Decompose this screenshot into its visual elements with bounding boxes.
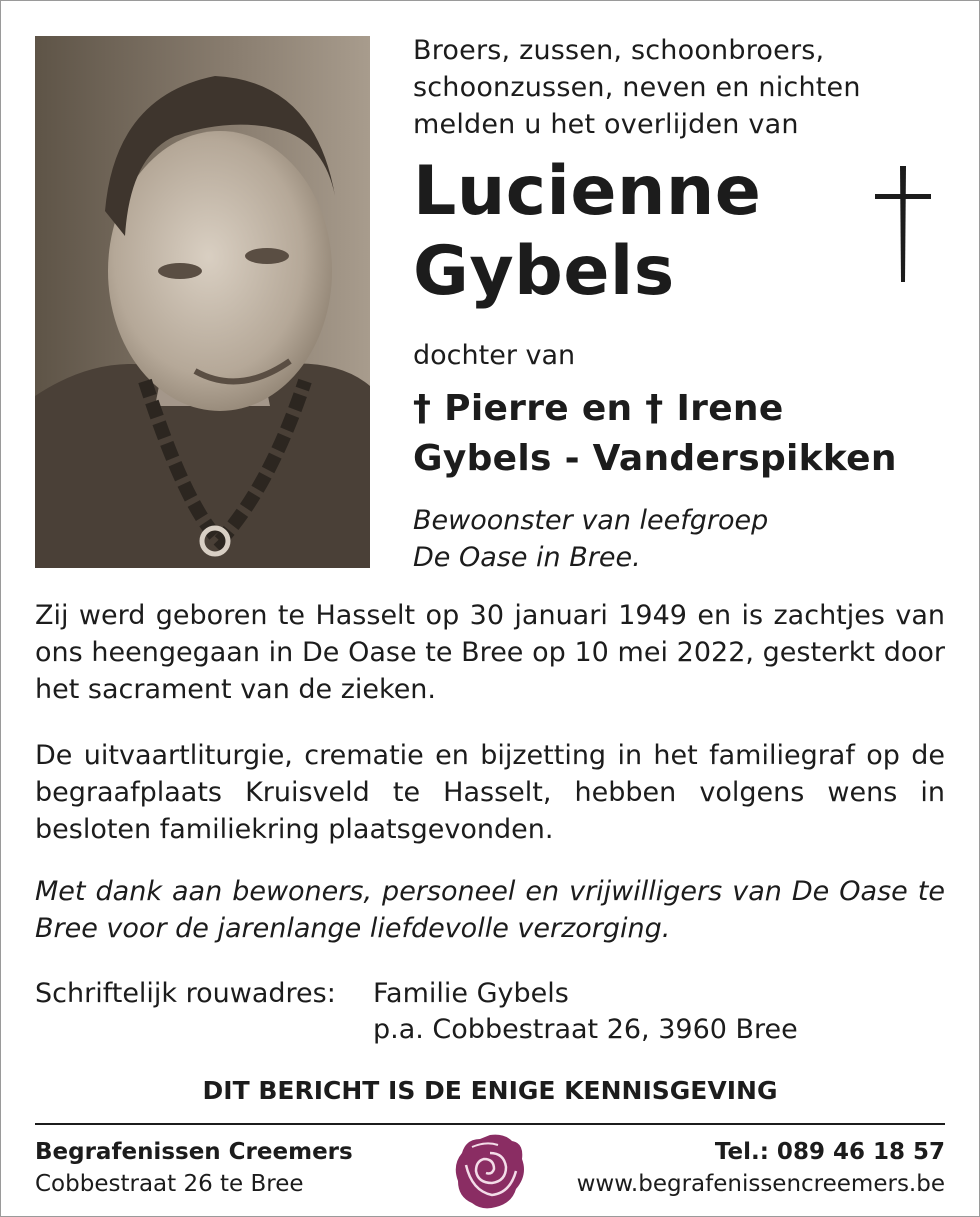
residence-text bbox=[413, 502, 768, 576]
footer-street: Cobbestraat 26 te Bree bbox=[35, 1171, 304, 1197]
thanks-paragraph: Met dank aan bewoners, personeel en vrijwilligers van De Oase te Bree voor de jarenlange liefdevolle verzorging. bbox=[35, 876, 945, 944]
parents-line: Gybels - Vanderspikken bbox=[413, 438, 897, 479]
birth-paragraph: Zij werd geboren te Hasselt op 30 januari 1949 en is zachtjes van ons heengegaan in De Oase te Bree op 10 mei 2022, gesterkt door het sacrament van de zieken. bbox=[35, 600, 945, 705]
last-name: Gybels bbox=[413, 232, 675, 311]
footer-divider bbox=[35, 1123, 945, 1125]
daughter-of-label: dochter van bbox=[413, 340, 576, 371]
condolence-address-street: p.a. Cobbestraat 26, 3960 Bree bbox=[373, 1014, 798, 1045]
footer-phone: Tel.: 089 46 18 57 bbox=[714, 1139, 945, 1165]
rose-logo-icon bbox=[452, 1131, 528, 1211]
condolence-address-label: Schriftelijk rouwadres: bbox=[35, 978, 336, 1009]
condolence-address-name: Familie Gybels bbox=[373, 978, 569, 1009]
notice-heading: DIT BERICHT IS DE ENIGE KENNISGEVING bbox=[202, 1076, 778, 1105]
parents-names bbox=[413, 384, 897, 484]
intro-line: melden u het overlijden van bbox=[413, 109, 799, 140]
funeral-paragraph: De uitvaartliturgie, crematie en bijzetting in het familiegraf op de begraafplaats Kruisveld te Hasselt, hebben volgens wens in besloten familiekring plaatsgevonden. bbox=[35, 740, 945, 845]
first-name: Lucienne bbox=[413, 152, 762, 231]
deceased-name bbox=[413, 152, 761, 312]
intro-line: Broers, zussen, schoonbroers, bbox=[413, 35, 825, 66]
intro-line: schoonzussen, neven en nichten bbox=[413, 72, 861, 103]
cross-icon bbox=[873, 164, 933, 282]
footer-website-link[interactable]: www.begrafenissencreemers.be bbox=[576, 1171, 945, 1197]
parents-line: † Pierre en † Irene bbox=[413, 388, 784, 429]
residence-line: Bewoonster van leefgroep bbox=[413, 505, 769, 536]
residence-line: De Oase in Bree. bbox=[413, 542, 641, 573]
footer-company: Begrafenissen Creemers bbox=[35, 1139, 353, 1165]
portrait-photo bbox=[35, 36, 370, 568]
intro-text bbox=[413, 32, 953, 143]
